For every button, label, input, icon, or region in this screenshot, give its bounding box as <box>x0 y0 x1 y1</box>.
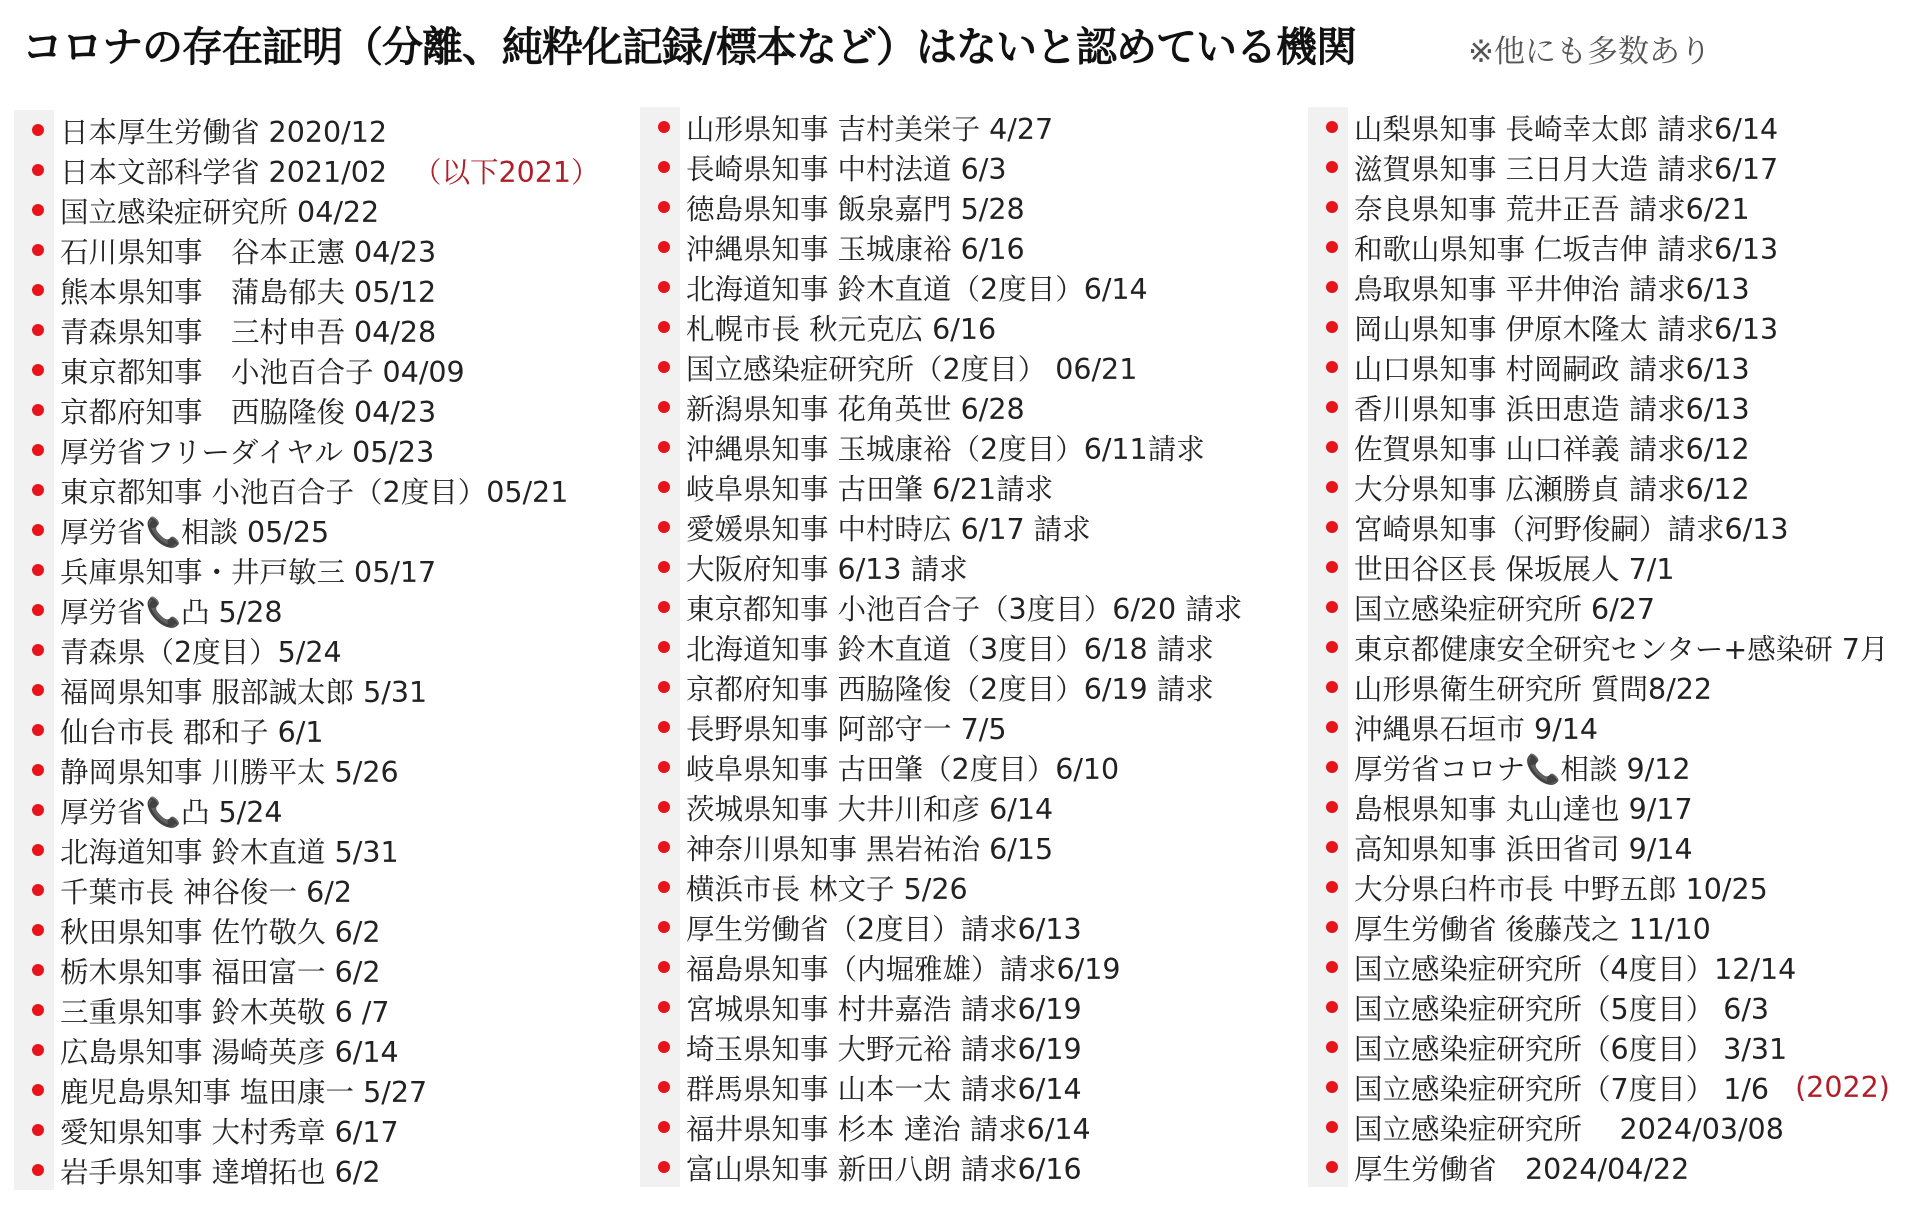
bullet-icon <box>32 444 44 456</box>
list-item-text: 福井県知事 杉本 達治 請求6/14 <box>686 1112 1091 1146</box>
list-item <box>14 750 600 790</box>
list-item <box>640 547 1242 587</box>
list-item <box>640 467 1242 507</box>
list-item <box>1308 987 1890 1027</box>
bullet-icon <box>1326 521 1338 533</box>
bullet-icon <box>32 844 44 856</box>
list-item <box>1308 427 1890 467</box>
list-item-text: 高知県知事 浜田省司 9/14 <box>1354 832 1693 866</box>
list-item-text: 神奈川県知事 黒岩祐治 6/15 <box>686 832 1054 866</box>
list-item-annotation: (2022) <box>1795 1070 1890 1104</box>
list-item <box>1308 1027 1890 1067</box>
list-item-text: 京都府知事 西脇隆俊（2度目）6/19 請求 <box>686 672 1214 706</box>
list-item-text: 日本文部科学省 2021/02 <box>60 155 387 189</box>
list-item-text: 大阪府知事 6/13 請求 <box>686 552 968 586</box>
list-item <box>640 867 1242 907</box>
bullet-icon <box>32 764 44 776</box>
list-item <box>14 710 600 750</box>
list-item-text: 札幌市長 秋元克広 6/16 <box>686 312 997 346</box>
bullet-icon <box>32 1004 44 1016</box>
bullet-icon <box>658 361 670 373</box>
list-item-text: 山形県知事 吉村美栄子 4/27 <box>686 112 1054 146</box>
bullet-icon <box>1326 721 1338 733</box>
list-item-text: 世田谷区長 保坂展人 7/1 <box>1354 552 1675 586</box>
bullet-icon <box>658 681 670 693</box>
list-item-text: 愛知県知事 大村秀章 6/17 <box>60 1115 399 1149</box>
bullet-icon <box>1326 681 1338 693</box>
list-item <box>640 507 1242 547</box>
list-item <box>640 227 1242 267</box>
bullet-icon <box>1326 361 1338 373</box>
list-item-text: 山口県知事 村岡嗣政 請求6/13 <box>1354 352 1750 386</box>
list-item-text: 沖縄県石垣市 9/14 <box>1354 712 1599 746</box>
list-item-text: 福岡県知事 服部誠太郎 5/31 <box>60 675 428 709</box>
list-item <box>1308 387 1890 427</box>
bullet-icon <box>32 404 44 416</box>
list-item-text: 北海道知事 鈴木直道（2度目）6/14 <box>686 272 1148 306</box>
list-item <box>14 350 600 390</box>
list-item <box>14 150 600 190</box>
bullet-icon <box>1326 761 1338 773</box>
list-item <box>640 947 1242 987</box>
list-item <box>640 827 1242 867</box>
list-item <box>640 107 1242 147</box>
bullet-icon <box>32 204 44 216</box>
bullet-icon <box>32 884 44 896</box>
list-item <box>14 1070 600 1110</box>
list-item-text: 厚労省📞凸 5/28 <box>60 595 283 629</box>
bullet-icon <box>658 1161 670 1173</box>
bullet-icon <box>658 481 670 493</box>
list-item <box>640 587 1242 627</box>
list-item <box>640 787 1242 827</box>
list-item-text: 奈良県知事 荒井正吾 請求6/21 <box>1354 192 1750 226</box>
list-item <box>1308 947 1890 987</box>
list-item-text: 厚生労働省 2024/04/22 <box>1354 1152 1690 1186</box>
column-1 <box>14 110 600 1190</box>
list-item <box>640 147 1242 187</box>
list-item <box>640 1107 1242 1147</box>
bullet-icon <box>32 964 44 976</box>
list-item-text: 石川県知事 谷本正憲 04/23 <box>60 235 437 269</box>
bullet-icon <box>658 1121 670 1133</box>
bullet-icon <box>658 881 670 893</box>
bullet-icon <box>32 524 44 536</box>
list-item-text: 厚労省📞凸 5/24 <box>60 795 283 829</box>
list-item-text: 大分県臼杵市長 中野五郎 10/25 <box>1354 872 1768 906</box>
bullet-icon <box>32 684 44 696</box>
bullet-icon <box>32 324 44 336</box>
list-item-text: 茨城県知事 大井川和彦 6/14 <box>686 792 1054 826</box>
bullet-icon <box>658 321 670 333</box>
list-item-text: 鹿児島県知事 塩田康一 5/27 <box>60 1075 428 1109</box>
bullet-icon <box>32 124 44 136</box>
list-item-text: 東京都健康安全研究センター+感染研 7月 <box>1354 632 1889 666</box>
list-item-text: 仙台市長 郡和子 6/1 <box>60 715 324 749</box>
list-item-text: 山梨県知事 長崎幸太郎 請求6/14 <box>1354 112 1779 146</box>
list-item-text: 横浜市長 林文子 5/26 <box>686 872 968 906</box>
bullet-icon <box>32 724 44 736</box>
bullet-icon <box>32 364 44 376</box>
list-item-text: 厚生労働省 後藤茂之 11/10 <box>1354 912 1711 946</box>
list-item <box>1308 1067 1890 1107</box>
list-item <box>1308 187 1890 227</box>
list-item-text: 鳥取県知事 平井伸治 請求6/13 <box>1354 272 1750 306</box>
column-3 <box>1308 107 1890 1187</box>
bullet-icon <box>1326 321 1338 333</box>
list-item <box>640 1067 1242 1107</box>
list-item-text: 香川県知事 浜田恵造 請求6/13 <box>1354 392 1750 426</box>
list-item-text: 秋田県知事 佐竹敬久 6/2 <box>60 915 381 949</box>
list-item <box>1308 227 1890 267</box>
bullet-icon <box>658 921 670 933</box>
list-item <box>1308 147 1890 187</box>
bullet-icon <box>1326 121 1338 133</box>
bullet-icon <box>658 641 670 653</box>
list-item-text: 北海道知事 鈴木直道 5/31 <box>60 835 399 869</box>
list-item <box>14 950 600 990</box>
list-item-text: 国立感染症研究所（2度目） 06/21 <box>686 352 1138 386</box>
list-item-text: 島根県知事 丸山達也 9/17 <box>1354 792 1693 826</box>
list-item-text: 国立感染症研究所（5度目） 6/3 <box>1354 992 1770 1026</box>
bullet-icon <box>1326 921 1338 933</box>
bullet-icon <box>32 244 44 256</box>
list-item-text: 東京都知事 小池百合子 04/09 <box>60 355 465 389</box>
bullet-icon <box>658 761 670 773</box>
bullet-icon <box>32 644 44 656</box>
list-item <box>1308 347 1890 387</box>
list-item-text: 日本厚生労働省 2020/12 <box>60 115 387 149</box>
list-item-text: 岐阜県知事 古田肇（2度目）6/10 <box>686 752 1120 786</box>
list-item <box>1308 307 1890 347</box>
list-item <box>14 590 600 630</box>
list-item <box>14 470 600 510</box>
list-item <box>1308 507 1890 547</box>
bullet-icon <box>658 601 670 613</box>
bullet-icon <box>32 1084 44 1096</box>
list-item-text: 厚労省フリーダイヤル 05/23 <box>60 435 435 469</box>
bullet-icon <box>1326 601 1338 613</box>
list-item-text: 国立感染症研究所 6/27 <box>1354 592 1656 626</box>
list-item <box>1308 667 1890 707</box>
list-item-text: 佐賀県知事 山口祥義 請求6/12 <box>1354 432 1750 466</box>
list-item <box>1308 867 1890 907</box>
bullet-icon <box>658 1081 670 1093</box>
list-item <box>14 870 600 910</box>
list-item <box>640 987 1242 1027</box>
list-item-text: 東京都知事 小池百合子（3度目）6/20 請求 <box>686 592 1243 626</box>
list-item <box>14 190 600 230</box>
list-item-text: 国立感染症研究所 04/22 <box>60 195 380 229</box>
list-item <box>640 427 1242 467</box>
bullet-icon <box>1326 1001 1338 1013</box>
bullet-icon <box>1326 281 1338 293</box>
bullet-icon <box>32 1164 44 1176</box>
list-item-text: 千葉市長 神谷俊一 6/2 <box>60 875 352 909</box>
list-item <box>640 1147 1242 1187</box>
list-item-text: 宮崎県知事（河野俊嗣）請求6/13 <box>1354 512 1789 546</box>
list-item <box>1308 907 1890 947</box>
bullet-icon <box>32 604 44 616</box>
list-item-text: 国立感染症研究所 2024/03/08 <box>1354 1112 1784 1146</box>
bullet-icon <box>658 161 670 173</box>
bullet-icon <box>32 1044 44 1056</box>
list-item-text: 京都府知事 西脇隆俊 04/23 <box>60 395 437 429</box>
bullet-icon <box>658 401 670 413</box>
bullet-icon <box>1326 441 1338 453</box>
bullet-icon <box>658 841 670 853</box>
list-item <box>14 230 600 270</box>
list-item-text: 富山県知事 新田八朗 請求6/16 <box>686 1152 1082 1186</box>
list-item-text: 国立感染症研究所（6度目） 3/31 <box>1354 1032 1788 1066</box>
bullet-icon <box>1326 801 1338 813</box>
list-item <box>14 790 600 830</box>
list-item <box>14 1030 600 1070</box>
bullet-icon <box>1326 961 1338 973</box>
list-item <box>640 627 1242 667</box>
bullet-icon <box>1326 481 1338 493</box>
bullet-icon <box>32 164 44 176</box>
list-item-text: 厚労省📞相談 05/25 <box>60 515 330 549</box>
list-item <box>14 910 600 950</box>
bullet-icon <box>658 1041 670 1053</box>
list-item-text: 国立感染症研究所（4度目）12/14 <box>1354 952 1797 986</box>
bullet-icon <box>658 1001 670 1013</box>
bullet-icon <box>658 521 670 533</box>
list-item <box>14 670 600 710</box>
list-item <box>640 307 1242 347</box>
bullet-icon <box>32 804 44 816</box>
list-item <box>1308 107 1890 147</box>
list-item-text: 和歌山県知事 仁坂吉伸 請求6/13 <box>1354 232 1779 266</box>
list-item <box>14 110 600 150</box>
list-item-text: 厚生労働省（2度目）請求6/13 <box>686 912 1082 946</box>
bullet-icon <box>1326 1121 1338 1133</box>
page-title: コロナの存在証明（分離、純粋化記録/標本など）はないと認めている機関 <box>22 23 1356 71</box>
bullet-icon <box>1326 881 1338 893</box>
list-item-text: 愛媛県知事 中村時広 6/17 請求 <box>686 512 1091 546</box>
list-item <box>14 630 600 670</box>
list-item <box>1308 1107 1890 1147</box>
bullet-icon <box>658 281 670 293</box>
list-item-text: 熊本県知事 蒲島郁夫 05/12 <box>60 275 437 309</box>
list-item-text: 長野県知事 阿部守一 7/5 <box>686 712 1007 746</box>
list-item <box>1308 747 1890 787</box>
list-item <box>14 310 600 350</box>
list-item <box>640 707 1242 747</box>
bullet-icon <box>1326 561 1338 573</box>
bullet-icon <box>658 201 670 213</box>
list-item <box>640 667 1242 707</box>
list-item <box>14 430 600 470</box>
bullet-icon <box>32 484 44 496</box>
list-item-text: 宮城県知事 村井嘉浩 請求6/19 <box>686 992 1082 1026</box>
bullet-icon <box>32 924 44 936</box>
list-item-annotation: （以下2021） <box>412 155 600 189</box>
bullet-icon <box>658 241 670 253</box>
list-item <box>1308 627 1890 667</box>
list-item <box>640 187 1242 227</box>
list-item-text: 国立感染症研究所（7度目） 1/6 <box>1354 1072 1770 1106</box>
list-item <box>14 510 600 550</box>
list-item-text: 岩手県知事 達増拓也 6/2 <box>60 1155 381 1189</box>
list-item-text: 新潟県知事 花角英世 6/28 <box>686 392 1025 426</box>
list-item-text: 三重県知事 鈴木英敬 6 /7 <box>60 995 390 1029</box>
list-item <box>14 550 600 590</box>
list-item-text: 埼玉県知事 大野元裕 請求6/19 <box>686 1032 1082 1066</box>
list-item <box>1308 787 1890 827</box>
list-item <box>640 907 1242 947</box>
bullet-icon <box>658 441 670 453</box>
list-item-text: 厚労省コロナ📞相談 9/12 <box>1354 752 1691 786</box>
bullet-icon <box>32 1124 44 1136</box>
list-item-text: 大分県知事 広瀬勝貞 請求6/12 <box>1354 472 1750 506</box>
list-item <box>14 270 600 310</box>
list-item <box>14 1150 600 1190</box>
bullet-icon <box>32 284 44 296</box>
bullet-icon <box>1326 401 1338 413</box>
list-item <box>640 1027 1242 1067</box>
list-item <box>14 1110 600 1150</box>
list-item-text: 青森県（2度目）5/24 <box>60 635 342 669</box>
list-item <box>640 747 1242 787</box>
list-item <box>1308 707 1890 747</box>
bullet-icon <box>1326 641 1338 653</box>
list-item-text: 岐阜県知事 古田肇 6/21請求 <box>686 472 1054 506</box>
bullet-icon <box>1326 841 1338 853</box>
list-item <box>640 387 1242 427</box>
list-item <box>14 830 600 870</box>
list-item <box>14 990 600 1030</box>
bullet-icon <box>658 561 670 573</box>
list-item-text: 広島県知事 湯崎英彦 6/14 <box>60 1035 399 1069</box>
list-item-text: 徳島県知事 飯泉嘉門 5/28 <box>686 192 1025 226</box>
bullet-icon <box>1326 1041 1338 1053</box>
list-item-text: 兵庫県知事・井戸敏三 05/17 <box>60 555 437 589</box>
list-item-text: 東京都知事 小池百合子（2度目）05/21 <box>60 475 569 509</box>
list-item <box>1308 827 1890 867</box>
bullet-icon <box>32 564 44 576</box>
list-item-text: 滋賀県知事 三日月大造 請求6/17 <box>1354 152 1779 186</box>
list-item <box>1308 587 1890 627</box>
bullet-icon <box>658 121 670 133</box>
list-item-text: 北海道知事 鈴木直道（3度目）6/18 請求 <box>686 632 1214 666</box>
list-item <box>1308 267 1890 307</box>
column-2 <box>640 107 1242 1187</box>
list-item-text: 群馬県知事 山本一太 請求6/14 <box>686 1072 1082 1106</box>
list-item-text: 沖縄県知事 玉城康裕 6/16 <box>686 232 1025 266</box>
bullet-icon <box>658 801 670 813</box>
bullet-icon <box>1326 201 1338 213</box>
bullet-icon <box>1326 1161 1338 1173</box>
list-item <box>1308 547 1890 587</box>
note-text: ※他にも多数あり <box>1468 34 1711 70</box>
list-item-text: 静岡県知事 川勝平太 5/26 <box>60 755 399 789</box>
list-item <box>640 267 1242 307</box>
bullet-icon <box>1326 1081 1338 1093</box>
list-item-text: 岡山県知事 伊原木隆太 請求6/13 <box>1354 312 1779 346</box>
list-item <box>1308 467 1890 507</box>
list-item <box>640 347 1242 387</box>
list-item-text: 青森県知事 三村申吾 04/28 <box>60 315 437 349</box>
list-item <box>14 390 600 430</box>
list-item <box>1308 1147 1890 1187</box>
list-item-text: 沖縄県知事 玉城康裕（2度目）6/11請求 <box>686 432 1205 466</box>
list-item-text: 福島県知事（内堀雅雄）請求6/19 <box>686 952 1121 986</box>
bullet-icon <box>1326 241 1338 253</box>
list-item-text: 長崎県知事 中村法道 6/3 <box>686 152 1007 186</box>
bullet-icon <box>658 721 670 733</box>
bullet-icon <box>1326 161 1338 173</box>
list-item-text: 山形県衛生研究所 質問8/22 <box>1354 672 1713 706</box>
bullet-icon <box>658 961 670 973</box>
list-item-text: 栃木県知事 福田富一 6/2 <box>60 955 381 989</box>
